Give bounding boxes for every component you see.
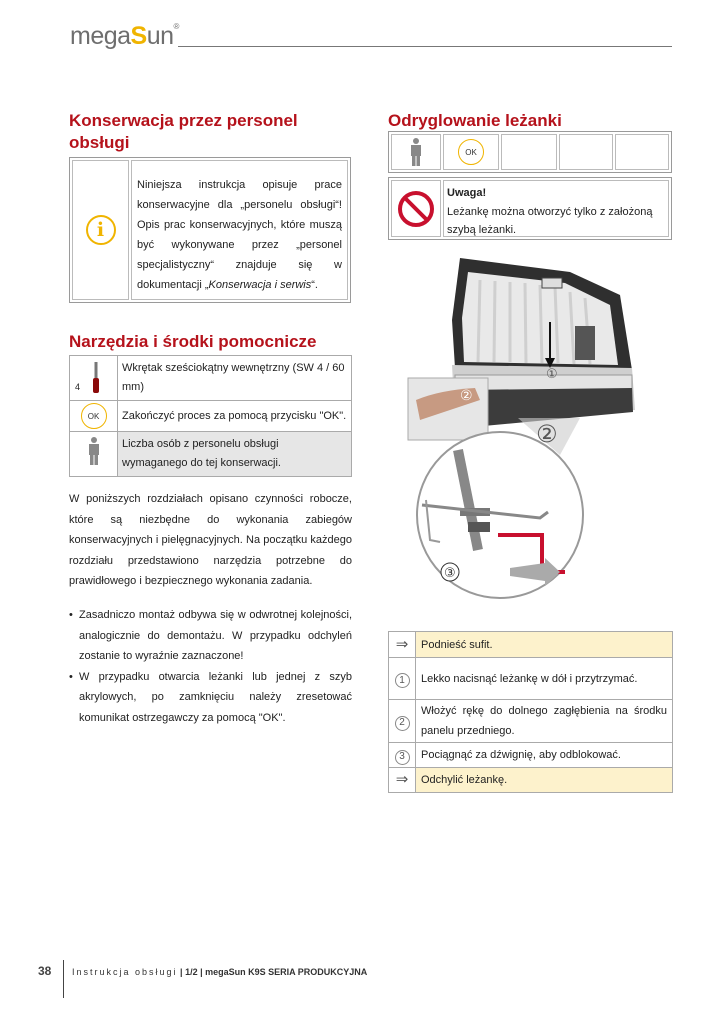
list-item: • Zasadniczo montaż odbywa się w odwrotnej kolejności, analogicznie do demontażu. W przypadku odchyleń zostanie to wyraźnie zaznaczone! [69, 605, 352, 667]
table-row [389, 658, 673, 700]
table-row [389, 768, 673, 793]
info-icon: i [86, 215, 116, 245]
figure-label-2a: ② [460, 388, 473, 404]
tool-text: Liczba osób z personelu obsługi wymaganego do tej konserwacji. [118, 432, 352, 477]
arrow-right-icon: ⇒ [389, 632, 416, 658]
warning-text: Leżankę można otworzyć tylko z założoną szybą leżanki. [447, 205, 653, 236]
prohibition-icon [396, 189, 436, 229]
table-row [70, 401, 352, 432]
step-text: Pociągnąć za dźwignię, aby odblokować. [416, 743, 673, 768]
step-number: 1 [395, 673, 410, 688]
brand-logo: megaSun® [70, 22, 179, 50]
warning-box [388, 177, 672, 240]
step-text: Odchylić leżankę. [416, 768, 673, 793]
sunbed-illustration [400, 250, 675, 610]
figure-label-3: ③ [444, 566, 456, 581]
table-row [389, 743, 673, 768]
tool-text: Wkrętak sześciokątny wewnętrzny (SW 4 / 60 mm) [118, 356, 352, 401]
section-heading-maintenance: Konserwacja przez personel obsługi [69, 111, 298, 152]
section-heading-unlock: Odryglowanie leżanki [388, 111, 562, 130]
steps-table [388, 631, 673, 793]
step-text: Lekko nacisnąć leżankę w dół i przytrzymać. [416, 658, 673, 700]
screwdriver-icon: 4 [72, 361, 115, 395]
tools-table [69, 355, 352, 477]
ok-button-icon: OK [81, 403, 107, 429]
arrow-right-icon: ⇒ [389, 768, 416, 793]
step-text: Podnieść sufit. [416, 632, 673, 658]
warning-title: Uwaga! [447, 187, 487, 199]
step-number: 2 [395, 716, 410, 731]
list-item: • W przypadku otwarcia leżanki lub jednej z szyb akrylowych, po zamknięciu należy zresetować komunikat ostrzegawczy za pomocą "OK". [69, 667, 352, 729]
notes-list [69, 605, 352, 728]
section-heading-tools: Narzędzia i środki pomocnicze [69, 332, 317, 351]
table-row [70, 356, 352, 401]
page-number: 38 [38, 964, 52, 978]
figure-label-1: ① [546, 367, 558, 382]
footer-rule [63, 960, 64, 998]
intro-paragraph: W poniższych rozdziałach opisano czynności robocze, które są niezbędne do wykonania zabiegów konserwacyjnych i pielęgnacyjnych. Na początku każdego rozdziału przedstawiono narzędzia potrzebne do prawidłowego i bezpiecznego wykonania zadania. [69, 493, 352, 587]
ok-button-icon: OK [458, 139, 484, 165]
step-text: Włożyć rękę do dolnego zagłębienia na środku panelu przedniego. [416, 700, 673, 743]
figure-label-2b: ② [536, 420, 558, 448]
person-icon [87, 436, 101, 466]
table-row [70, 432, 352, 477]
info-note-text: Niniejsza instrukcja opisuje prace konserwacyjne dla „personelu obsługi“! Opis prac konserwacyjnych, które muszą być wykonywane przez „personel specjalistyczny“ znajduje się w dokumentacji „Konserwacja i serwis“. [131, 160, 348, 300]
requirements-strip [388, 131, 672, 173]
footer-text: Instrukcja obsługi | 1/2 | megaSun K9S SERIA PRODUKCYJNA [72, 967, 368, 977]
info-note [69, 157, 351, 303]
table-row [389, 700, 673, 743]
person-icon [409, 137, 423, 167]
header-rule [178, 46, 672, 47]
table-row [389, 632, 673, 658]
tool-text: Zakończyć proces za pomocą przycisku "OK". [118, 401, 352, 432]
step-number: 3 [395, 750, 410, 765]
